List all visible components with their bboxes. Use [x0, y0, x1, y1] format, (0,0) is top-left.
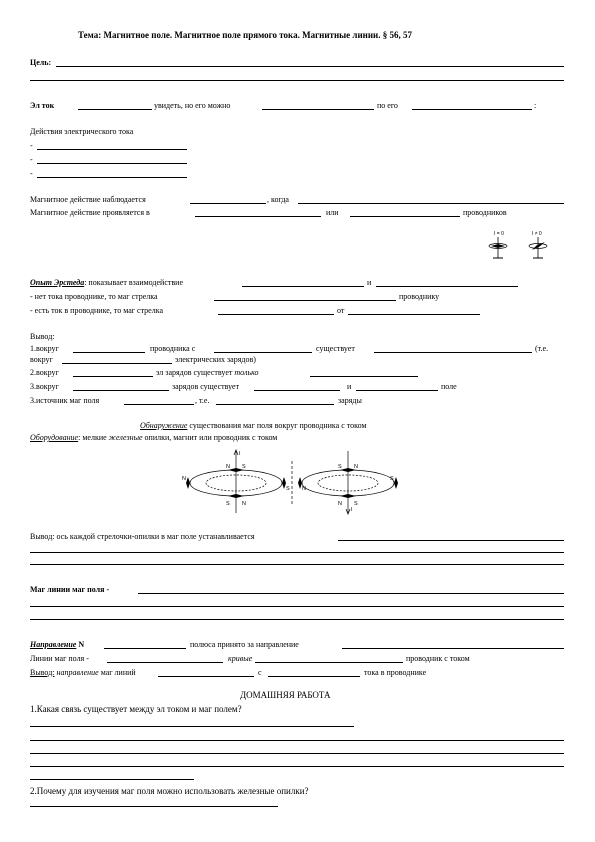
- no-current-blank[interactable]: [214, 300, 396, 301]
- el-current-blank-1[interactable]: [78, 109, 152, 110]
- c3-blank-1[interactable]: [73, 390, 169, 391]
- detect-heading: Обнаружение существования маг поля вокруг проводника с током: [140, 421, 367, 430]
- mag-lines-blank-2[interactable]: [30, 606, 564, 607]
- el-current-text-2: увидеть, но его можно: [154, 101, 231, 110]
- c1-blank-2[interactable]: [214, 352, 312, 353]
- c4-text-2: , т.е.: [195, 396, 210, 405]
- c1-text-1: 1.вокруг: [30, 344, 59, 353]
- pole-n-label: N: [182, 476, 186, 482]
- mag-observed-blank-2[interactable]: [298, 203, 564, 204]
- c1-blank-3[interactable]: [374, 352, 532, 353]
- axis-blank-3[interactable]: [30, 564, 564, 565]
- c1b-text-2: электрических зарядов): [175, 355, 256, 364]
- compass-needle-left-icon: [491, 244, 505, 248]
- c3-text-and: и: [347, 382, 352, 391]
- mag-manifest-conductors: проводников: [463, 208, 507, 217]
- lines-text-curved: кривые: [228, 654, 253, 663]
- c3-text-2: зарядов существует: [172, 382, 240, 391]
- c1-blank-1[interactable]: [73, 352, 145, 353]
- dash-3: -: [30, 169, 33, 178]
- goal-label: Цель:: [30, 58, 52, 67]
- axis-blank-2[interactable]: [30, 552, 564, 553]
- c1b-text-1: вокруг: [30, 355, 53, 364]
- lines-blank-2[interactable]: [255, 662, 403, 663]
- oersted-figure: [478, 228, 558, 264]
- mag-lines-blank-3[interactable]: [30, 619, 564, 620]
- dir-conclusion-row: Вывод: направление маг линий: [30, 668, 136, 677]
- action-blank-3[interactable]: [37, 177, 187, 178]
- c1-text-2: проводника с: [150, 344, 196, 353]
- pole-n-label: N: [226, 464, 230, 470]
- dash-1: -: [30, 141, 33, 150]
- c1b-blank[interactable]: [62, 363, 172, 364]
- action-blank-2[interactable]: [37, 163, 187, 164]
- dir-conclusion-with: с: [258, 668, 262, 677]
- current-label-left: I: [239, 451, 241, 457]
- fig1-label-left: I = 0: [494, 231, 504, 237]
- mag-manifest-or: или: [326, 208, 339, 217]
- dir-conclusion-blank-1[interactable]: [158, 676, 254, 677]
- q1-answer-line-3[interactable]: [30, 753, 564, 754]
- pole-s-label: S: [390, 476, 394, 482]
- lines-blank-1[interactable]: [107, 662, 223, 663]
- c3-text-1: 3.вокруг: [30, 382, 59, 391]
- with-current-blank-2[interactable]: [348, 314, 480, 315]
- c1-text-4: (т.е.: [535, 344, 549, 353]
- c3-blank-2[interactable]: [254, 390, 340, 391]
- action-blank-1[interactable]: [37, 149, 187, 150]
- with-current-from: от: [337, 306, 345, 315]
- el-current-text-3: по его: [377, 101, 398, 110]
- pole-n-label: N: [338, 501, 342, 507]
- field-lines-figure: [182, 447, 402, 517]
- equipment-row: Оборудование: мелкие железные опилки, магнит или проводник с током: [30, 433, 278, 442]
- c1-text-3: существует: [316, 344, 355, 353]
- pole-s-label: S: [338, 464, 342, 470]
- mag-observed-text: Магнитное действие наблюдается: [30, 195, 146, 204]
- goal-line-1[interactable]: [56, 66, 564, 67]
- c2-blank-1[interactable]: [73, 376, 153, 377]
- mag-observed-blank-1[interactable]: [190, 203, 266, 204]
- q1-answer-line-5[interactable]: [30, 779, 194, 780]
- compass-needle-icon: [340, 494, 356, 498]
- direction-row: Направление N: [30, 640, 85, 649]
- oersted-blank-2[interactable]: [376, 286, 518, 287]
- el-current-colon: :: [534, 101, 537, 110]
- direction-blank-1[interactable]: [104, 648, 186, 649]
- oersted-blank-1[interactable]: [242, 286, 364, 287]
- c3-blank-3[interactable]: [356, 390, 438, 391]
- compass-needle-icon: [394, 477, 398, 489]
- dir-conclusion-current: тока в проводнике: [364, 668, 427, 677]
- el-current-blank-3[interactable]: [412, 109, 532, 110]
- q1-answer-line-1[interactable]: [30, 726, 354, 727]
- oersted-row: Опыт Эрстеда: показывает взаимодействие: [30, 278, 183, 287]
- lines-text-conductor: проводник с током: [406, 654, 470, 663]
- c4-text-1: 3.источник маг поля: [30, 396, 100, 405]
- axis-conclusion-text: Вывод: ось каждой стрелочки-опилки в маг поле устанавливается: [30, 532, 255, 541]
- pole-n-label: N: [354, 464, 358, 470]
- pole-n-label: N: [302, 486, 306, 492]
- current-label-right: I: [351, 507, 353, 513]
- direction-text: полюса принято за направление: [190, 640, 299, 649]
- pole-s-label: S: [242, 464, 246, 470]
- q2-answer-line-1[interactable]: [30, 806, 278, 807]
- compass-needle-icon: [186, 477, 190, 489]
- c2-blank-2[interactable]: [310, 376, 418, 377]
- dash-2: -: [30, 155, 33, 164]
- mag-observed-when: , когда: [267, 195, 289, 204]
- dir-conclusion-blank-2[interactable]: [268, 676, 360, 677]
- pole-s-label: S: [226, 501, 230, 507]
- fig1-label-right: I ≠ 0: [532, 231, 542, 237]
- no-current-text: - нет тока проводнике, то маг стрелка: [30, 292, 158, 301]
- q1-answer-line-4[interactable]: [30, 766, 564, 767]
- question-2: 2.Почему для изучения маг поля можно использовать железные опилки?: [30, 786, 309, 796]
- c3-text-field: поле: [441, 382, 457, 391]
- mag-lines-label: Маг линии маг поля -: [30, 585, 110, 594]
- lines-text-1: Линии маг поля -: [30, 654, 89, 663]
- c2-text-2: эл зарядов существует только: [156, 368, 259, 377]
- c4-blank-2[interactable]: [216, 404, 334, 405]
- mag-manifest-blank-2[interactable]: [350, 216, 460, 217]
- direction-blank-2[interactable]: [342, 648, 564, 649]
- pole-s-label: S: [354, 501, 358, 507]
- oersted-and: и: [367, 278, 372, 287]
- mag-lines-blank-1[interactable]: [138, 593, 564, 594]
- conclusion-label: Вывод:: [30, 332, 55, 341]
- actions-label: Действия электрического тока: [30, 127, 134, 136]
- question-1: 1.Какая связь существует между эл током и маг полем?: [30, 704, 242, 714]
- c2-text-1: 2.вокруг: [30, 368, 59, 377]
- homework-title: ДОМАШНЯЯ РАБОТА: [240, 690, 331, 700]
- goal-line-2[interactable]: [30, 80, 564, 81]
- page-title: Тема: Магнитное поле. Магнитное поле прямого тока. Магнитные линии. § 56, 57: [78, 30, 412, 40]
- no-current-conductor: проводнику: [399, 292, 440, 301]
- pole-n-label: N: [242, 501, 246, 507]
- el-current-blank-2[interactable]: [262, 109, 374, 110]
- c4-text-3: заряды: [338, 396, 362, 405]
- with-current-blank-1[interactable]: [218, 314, 334, 315]
- with-current-text: - есть ток в проводнике, то маг стрелка: [30, 306, 164, 315]
- compass-needle-icon: [228, 494, 244, 498]
- pole-s-label: S: [286, 486, 290, 492]
- el-current-row: Эл ток: [30, 101, 55, 110]
- mag-manifest-blank-1[interactable]: [195, 216, 321, 217]
- mag-manifest-text: Магнитное действие проявляется в: [30, 208, 150, 217]
- q1-answer-line-2[interactable]: [30, 740, 564, 741]
- c4-blank-1[interactable]: [124, 404, 194, 405]
- axis-blank-1[interactable]: [338, 540, 564, 541]
